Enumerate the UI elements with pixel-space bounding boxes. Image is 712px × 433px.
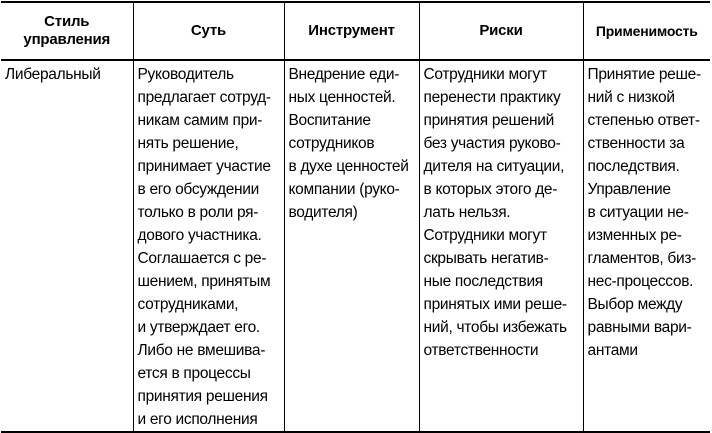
cell-risks: Сотрудники могут перенести практику принятия решений без участия руково- дителя на ситуации, в которых этого де- лать нельзя. Сотрудники могут скрывать негатив- ные последствия принятых ими реше- ний, чтобы избежать ответственности: [419, 60, 583, 432]
header-risks: Риски: [419, 2, 583, 60]
cell-applicability: Принятие реше- ний с низкой степенью ответ- ственности за последствия. Управление в ситуации не- изменных ре- гламентов, биз- нес-процессов. Выбор между равными вари- антами: [583, 60, 710, 432]
management-style-table: [1, 1, 710, 433]
cell-style: Либеральный: [1, 60, 133, 432]
cell-tool: Внедрение еди- ных ценностей. Воспитание сотрудников в духе ценностей компании (руко- водителя): [284, 60, 419, 432]
header-tool: Инструмент: [284, 2, 419, 60]
header-essence: Суть: [133, 2, 284, 60]
table-row: [1, 60, 710, 432]
header-style: Стиль управления: [1, 2, 133, 60]
header-applicability: Применимость: [583, 2, 710, 60]
cell-essence: Руководитель предлагает сотруд- никам самим при- нять решение, принимает участие в его обсуждении только в роли ря- дового участника. Соглашается с ре- шением, принятым сотрудниками, и утверждает его. Либо не вмешива- ется в процессы принятия решения и его исполнения: [133, 60, 284, 432]
table-header-row: [1, 2, 710, 60]
